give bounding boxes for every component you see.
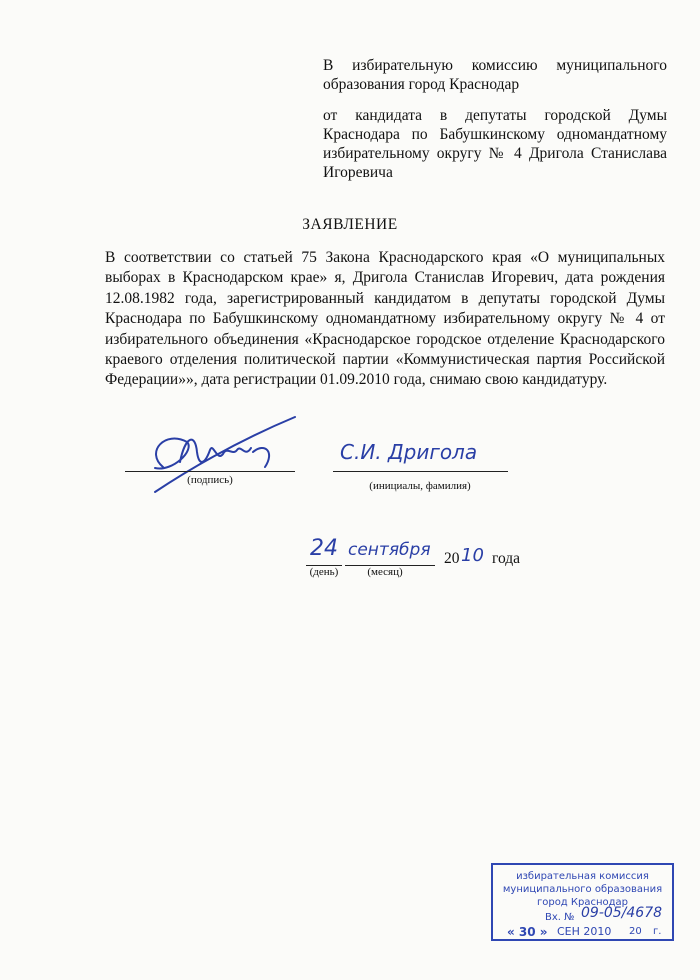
stamp-line-1: избирательная комиссия: [516, 871, 649, 882]
stamp-vx-label: Вх. №: [545, 912, 575, 923]
stamp-line-2: муниципального образования: [502, 884, 663, 895]
stamp-date-g: г.: [653, 926, 662, 937]
stamp-line-3: город Краснодар: [536, 897, 629, 908]
date-day-caption: (день): [309, 566, 339, 578]
signature-caption: (подпись): [187, 474, 233, 486]
stamp-date-day: « 30 »: [507, 925, 548, 939]
document-title: ЗАЯВЛЕНИЕ: [302, 216, 398, 233]
addressee-candidate: от кандидата в депутаты городской Думы Краснодара по Бабушкинскому одномандатному избирательному округу № 4 Дригола Станислава Игоревича: [323, 107, 667, 181]
date-month-handwritten: сентября: [348, 540, 431, 560]
stamp-vx-number: 09-05/4678: [581, 905, 663, 921]
date-day-handwritten: 24: [310, 536, 338, 561]
date-year-prefix: 20: [444, 550, 460, 567]
name-caption: (инициалы, фамилия): [369, 480, 471, 492]
stamp-date-month: СЕН 2010: [557, 925, 612, 938]
statement-body: В соответствии со статьей 75 Закона Краснодарского края «О муниципальных выборах в Краснодарском крае» я, Дригола Станислав Игоревич, дата рождения 12.08.1982 года, зарегистрированный кандидатом в депутаты городской Думы Краснодара по Бабушкинскому одномандатному избирательному округу № 4 от избирательного объединения «Краснодарское городское отделение Краснодарского краевого отделения политической партии «Коммунистическая партия Российской Федерации»», дата регистрации 01.09.2010 года, снимаю свою кандидатуру.: [105, 249, 665, 389]
handwritten-signature: [125, 412, 315, 502]
date-month-caption: (месяц): [367, 566, 403, 578]
signature-line: [125, 471, 295, 472]
registration-stamp: [491, 863, 674, 941]
addressee-commission: В избирательную комиссию муниципального образования город Краснодар: [323, 57, 667, 93]
handwritten-name: С.И. Дригола: [340, 440, 478, 464]
addressee-block: [323, 56, 667, 182]
date-suffix: года: [492, 550, 521, 567]
date-year-suffix-handwritten: 10: [461, 545, 484, 566]
name-line: [333, 471, 508, 472]
stamp-date-year: 20: [629, 926, 642, 937]
